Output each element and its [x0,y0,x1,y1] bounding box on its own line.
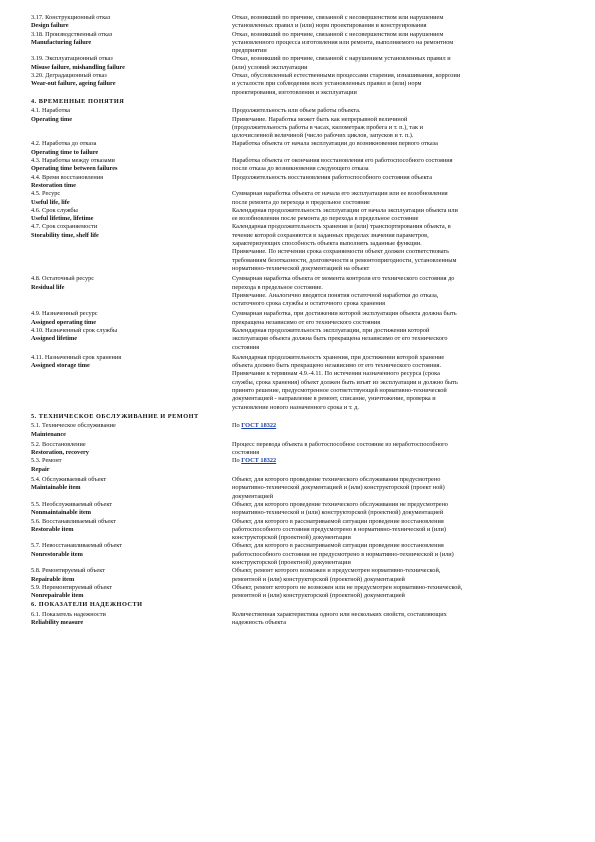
term-name-en: Maintenance [31,430,66,438]
term-name-ru: 4.6. Срок службы [31,206,78,214]
definition-line: и усталости при соблюдении всех установленных правил и (или) норм [232,80,422,88]
term-name-en: Useful lifetime, lifetime [31,215,94,223]
term-name-ru: 4.8. Остаточный ресурс [31,275,95,283]
definition-line: Отказ, возникший по причине, связанной с несовершенством или нарушением [232,30,444,38]
term-name-ru: 5.4. Обслуживаемый объект [31,476,107,484]
definition-line: Примечание. Наработка может быть как непрерывной величиной [232,115,408,123]
term-name-ru: 3.17. Конструкционный отказ [31,14,111,21]
definition-line: Объект, для которого в рассматриваемой ситуации проведение восстановления [232,517,444,525]
term-row [31,327,566,352]
term-name-en: Assigned storage time [31,362,90,370]
definition-line: Календарная продолжительность эксплуатации от начала эксплуатации объекта или [232,206,458,214]
term-name-en: Nonrepairable item [31,592,84,600]
term-row [31,190,566,207]
definition-line: Календарная продолжительность эксплуатации, при достижении которой [232,326,430,334]
term-name-en: Operating time [31,115,73,123]
section-heading: 5. ТЕХНИЧЕСКОЕ ОБСЛУЖИВАНИЕ И РЕМОНТ [31,412,199,420]
definition-cell [232,567,566,584]
definition-line: нормативно-технической документацией и (или) конструкторской (проект ной) [232,484,445,492]
term-name-en: Restorable item [31,525,74,533]
term-cell [31,275,232,308]
definition-line: работоспособного состояния предусмотрено в нормативно-технической и (или) [232,525,446,533]
definition-line: характеризующих способность объекта выполнять заданные функции. [232,240,422,248]
term-name-ru: 5.5. Необслуживаемый объект [31,500,113,508]
term-cell [31,441,232,458]
term-row [31,223,566,273]
term-cell [31,310,232,327]
term-cell [31,190,232,207]
definition-line: Отказ, возникший по причине, связанной с нарушением установленных правил и [232,55,451,63]
definition-line: установление нового назначенного срока и т. д. [232,403,359,411]
term-row [31,107,566,140]
term-name-ru: 5.7. Невосстанавливаемый объект [31,542,122,550]
term-name-en: Reliability measure [31,619,84,627]
definition-cell [232,422,566,439]
definition-line: Суммарная наработка объекта от момента контроля его технического состояния до [232,275,455,283]
definition-line: состояния [232,449,260,457]
definition-cell [232,501,566,518]
term-name-ru: 5.8. Ремонтируемый объект [31,567,105,575]
definition-line: требованиям безотказности, долговечности и ремонтопригодности, установленным [232,256,457,264]
term-name-ru: 4.7. Срок сохраняемости [31,223,98,231]
term-row [31,501,566,518]
term-name-en: Design failure [31,22,69,30]
section-heading: 4. ВРЕМЕННЫЕ ПОНЯТИЯ [31,97,125,105]
definition-line: Отказ, обусловленный естественными процессами старения, изнашивания, коррозии [232,72,461,80]
term-row [31,174,566,191]
definition-cell [232,107,566,140]
term-name-en: Nonmaintainable item [31,509,91,517]
term-cell [31,567,232,584]
term-name-ru: 4.1. Наработка [31,107,71,115]
term-name-ru: 5.2. Восстановление [31,440,86,448]
term-row [31,542,566,567]
term-cell [31,140,232,157]
definition-line: ее возобновления после ремонта до перехода в предельное состояние [232,215,419,223]
definition-cell [232,174,566,191]
definition-line: документацией - направление в ремонт, списание, уничтожение, проверка и [232,395,436,403]
term-cell [31,223,232,273]
definition-line: состояния [232,343,260,351]
definition-line: установленных правил и (или) норм проектирования и конструирования [232,22,427,30]
definition-line: Объект, для которого проведение технического обслуживания не предусмотрено [232,500,449,508]
definition-reference [232,422,566,430]
term-row [31,140,566,157]
term-cell [31,207,232,224]
definition-line: Примечание. По истечении срока сохраняемости объект должен соответствовать [232,248,450,256]
definition-line: Примечание к терминам 4.9.-4.11. По истечении назначенного ресурса (срока [232,370,440,378]
definition-line: установленного процесса изготовления или ремонта, выполняемого на ремонтном [232,38,454,46]
term-name-en: Wear-out failure, ageing failure [31,80,116,88]
term-name-en: Misuse failure, mishandling failure [31,63,125,71]
term-name-ru: 3.19. Эксплуатационный отказ [31,55,113,63]
section-heading: 6. ПОКАЗАТЕЛИ НАДЕЖНОСТИ [31,601,143,609]
term-name-ru: 4.10. Назначенный срок службы [31,326,118,334]
definition-line: Наработка объекта от начала эксплуатации до возникновения первого отказа [232,140,438,148]
term-name-en: Nonrestorable item [31,550,83,558]
definition-cell [232,327,566,352]
term-row [31,275,566,308]
term-name-en: Manufacturing failure [31,38,92,46]
term-cell [31,354,232,412]
definition-line: Объект, ремонт которого возможен и предусмотрен нормативно-технической, [232,567,441,575]
definition-cell [232,542,566,567]
glossary-document [31,14,566,627]
term-cell [31,31,232,56]
term-cell [31,72,232,97]
definition-line: после отказа до возникновения следующего отказа [232,165,369,173]
term-cell [31,157,232,174]
definition-line: Объект, для которого проведение технического обслуживания предусмотрено [232,476,441,484]
term-name-en: Operating time between failures [31,165,118,173]
term-cell [31,174,232,191]
definition-line: Продолжительность или объем работы объекта. [232,107,361,115]
term-name-ru: 3.18. Производственный отказ [31,30,113,38]
definition-cell [232,457,566,474]
definition-cell [232,354,566,412]
term-name-ru: 4.11. Назначенный срок хранения [31,353,122,361]
definition-line: (или) условий эксплуатации [232,63,308,71]
definition-line: проектирования, изготовления и эксплуатации [232,88,357,96]
term-name-en: Repairable item [31,575,75,583]
term-row [31,31,566,56]
term-cell [31,107,232,140]
definition-cell [232,72,566,97]
definition-line: службы, срока хранения) объект должен быть изъят из эксплуатации и должно быть [232,378,458,386]
term-name-ru: 4.9. Назначенный ресурс [31,310,98,318]
definition-cell [232,310,566,327]
definition-cell [232,441,566,458]
definition-line: Объект, для которого в рассматриваемой ситуации проведение восстановления [232,542,444,550]
term-cell [31,327,232,352]
definition-line: прекращена независимо от его технического состояния [232,318,381,326]
term-name-en: Useful life, life [31,198,70,206]
term-name-en: Operating time to failure [31,148,99,156]
reference-prefix: По [232,422,242,430]
term-name-ru: 4.5. Ресурс [31,190,61,198]
definition-line: документацией [232,492,274,500]
term-name-ru: 6.1. Показатель надежности [31,610,106,618]
term-row [31,157,566,174]
term-row [31,14,566,31]
term-name-ru: 4.2. Наработка до отказа [31,140,97,148]
definition-line: конструкторской (проектной) документации [232,534,351,542]
term-row [31,567,566,584]
term-row [31,354,566,412]
definition-cell [232,190,566,207]
term-name-en: Repair [31,465,50,473]
term-name-en: Restoration, recovery [31,449,89,457]
term-row [31,518,566,543]
definition-cell [232,584,566,601]
definition-cell [232,223,566,273]
term-name-en: Storability time, shelf life [31,231,99,239]
term-name-ru: 3.20. Деградационный отказ [31,72,107,80]
definition-line: предприятии [232,47,267,55]
definition-line: течение которой сохраняются в заданных пределах значения параметров, [232,231,429,239]
definition-line: Примечание. Аналогично вводятся понятия остаточной наработки до отказа, [232,291,439,299]
term-cell [31,422,232,439]
definition-line: Календарная продолжительность хранения, при достижении которой хранение [232,353,445,361]
term-cell [31,457,232,474]
definition-cell [232,476,566,501]
term-name-ru: 5.3. Ремонт [31,457,62,465]
definition-cell [232,157,566,174]
term-name-ru: 4.3. Наработка между отказами [31,157,115,165]
term-row [31,207,566,224]
term-row [31,457,566,474]
term-name-en: Restoration time [31,181,76,189]
term-row [31,476,566,501]
term-cell [31,476,232,501]
definition-line: целочисленной величиной (число рабочих циклов, запусков и т. п.). [232,132,414,140]
definition-line: Наработка объекта от окончания восстановления его работоспособного состояния [232,157,453,165]
definition-cell [232,275,566,308]
term-row [31,441,566,458]
term-name-en: Residual life [31,283,65,291]
definition-line: Процесс перевода объекта в работоспособное состояние из неработоспособного [232,440,448,448]
term-row [31,611,566,628]
definition-reference [232,457,566,465]
definition-cell [232,611,566,628]
definition-line: надежность объекта [232,619,287,627]
definition-cell [232,140,566,157]
definition-cell [232,518,566,543]
gost-link[interactable]: ГОСТ 18322 [241,457,277,465]
definition-line: остаточного срока службы и остаточного срока хранения [232,300,386,308]
term-row [31,422,566,439]
term-name-en: Assigned lifetime [31,335,77,343]
definition-line: Суммарная наработка объекта от начала его эксплуатации или ее возобновления [232,190,448,198]
definition-line: Календарная продолжительность хранения и (или) транспортирования объекта, в [232,223,451,231]
term-name-en: Maintainable item [31,484,81,492]
definition-line: Отказ, возникший по причине, связанной с несовершенством или нарушением [232,14,444,21]
definition-line: Количественная характеристика одного или нескольких свойств, составляющих [232,610,447,618]
definition-cell [232,14,566,31]
term-cell [31,55,232,72]
definition-line: нормативно-технической документацией на объект [232,264,370,272]
reference-prefix: По [232,457,242,465]
term-row [31,310,566,327]
definition-cell [232,31,566,56]
term-cell [31,518,232,543]
definition-line: работоспособного состояния не предусмотрено в нормативно-технической и (или) [232,550,454,558]
definition-line: конструкторской (проектной) документации [232,559,351,566]
definition-line: ремонтной и (или) конструкторской (проектной) документацией [232,575,405,583]
definition-cell [232,207,566,224]
term-name-en: Assigned operating time [31,318,97,326]
definition-line: Объект, ремонт которого не возможен или не предусмотрен нормативно-технической, [232,583,463,591]
definition-line: Суммарная наработка, при достижении которой эксплуатация объекта должна быть [232,310,457,318]
term-cell [31,584,232,601]
term-row [31,55,566,72]
term-cell [31,14,232,31]
definition-line: Продолжительность восстановления работоспособного состояния объекта [232,173,433,181]
gost-link[interactable]: ГОСТ 18322 [241,422,277,430]
definition-line: объекта должно быть прекращено независимо от его технического состояния. [232,362,442,370]
definition-cell [232,55,566,72]
term-cell [31,542,232,567]
term-cell [31,501,232,518]
term-row [31,72,566,97]
term-name-ru: 5.6. Восстанавливаемый объект [31,517,116,525]
definition-line: (продолжительность работы в часах, километраж пробега и т. п.), так и [232,123,423,131]
definition-line: принято решение, предусмотренное соответствующей нормативно-технической [232,387,447,395]
definition-line: перехода в предельное состояние. [232,283,323,291]
term-name-ru: 5.1. Техническое обслуживание [31,422,116,430]
definition-line: ремонтной и (или) конструкторской (проектной) документацией [232,592,405,600]
definition-line: после ремонта до перехода в предельное состояние [232,198,370,206]
term-cell [31,611,232,628]
term-name-ru: 5.9. Неремонтируемый объект [31,583,112,591]
term-name-ru: 4.4. Время восстановления [31,173,104,181]
definition-line: эксплуатация объекта должна быть прекращена независимо от его технического [232,335,448,343]
term-row [31,584,566,601]
definition-line: нормативно-технической и (или) конструкторской (проектной) документацией [232,509,444,517]
